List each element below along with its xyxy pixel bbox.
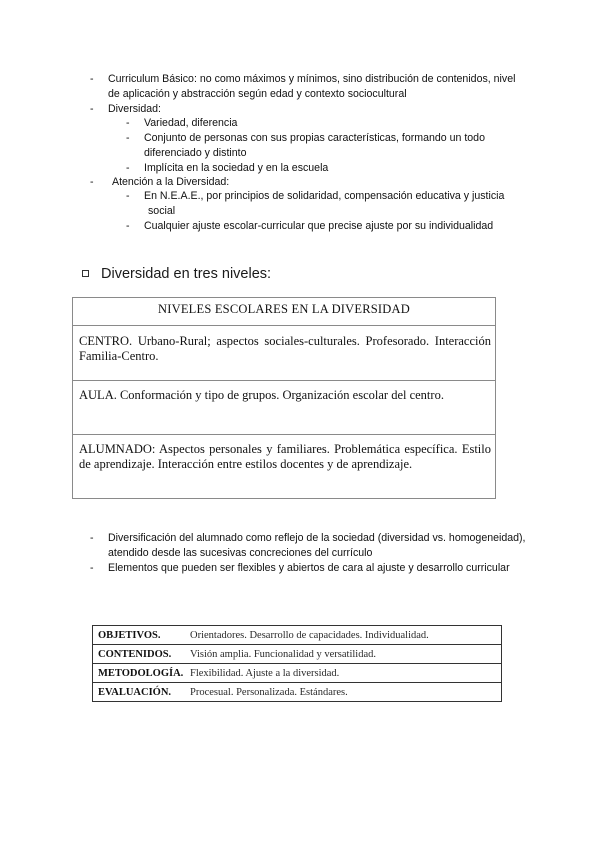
table-divider bbox=[73, 434, 495, 435]
row-value: Visión amplia. Funcionalidad y versatilidad. bbox=[190, 648, 377, 660]
row-label: CONTENIDOS. bbox=[98, 648, 172, 660]
list-item-text: Diversidad: bbox=[108, 103, 161, 115]
row-value: Flexibilidad. Ajuste a la diversidad. bbox=[190, 667, 340, 679]
list-item: - Elementos que pueden ser flexibles y abiertos de cara al ajuste y desarrollo curricular bbox=[90, 561, 530, 576]
table-cell bbox=[93, 645, 502, 664]
row-value: Procesual. Personalizada. Estándares. bbox=[190, 686, 348, 698]
table-divider bbox=[73, 380, 495, 381]
row-label: OBJETIVOS. bbox=[98, 629, 161, 641]
table-cell bbox=[93, 683, 502, 702]
list-item: - Curriculum Básico: no como máximos y mínimos, sino distribución de contenidos, nivel de aplicación y abstracción según edad y contexto sociocultural bbox=[90, 72, 530, 102]
checkbox-bullet-icon bbox=[82, 270, 89, 277]
table-row bbox=[93, 645, 502, 664]
table-row bbox=[93, 683, 502, 702]
list-item-text: Elementos que pueden ser flexibles y abiertos de cara al ajuste y desarrollo curricular bbox=[108, 562, 510, 574]
list-item: - Cualquier ajuste escolar-curricular que precise ajuste por su individualidad bbox=[126, 219, 530, 234]
list-item: - En N.E.A.E., por principios de solidaridad, compensación educativa y justicia social bbox=[126, 189, 530, 219]
table-row bbox=[93, 626, 502, 645]
list-item-text: En N.E.A.E., por principios de solidaridad, compensación educativa y justicia social bbox=[144, 190, 505, 217]
levels-table bbox=[72, 297, 496, 499]
list-item: - Atención a la Diversidad: bbox=[90, 175, 530, 190]
table-cell bbox=[93, 626, 502, 645]
list-item: - Implícita en la sociedad y en la escuela bbox=[126, 161, 530, 176]
section-heading: Diversidad en tres niveles: bbox=[82, 266, 271, 282]
list-item: - Conjunto de personas con sus propias características, formando un todo diferenciado y distinto bbox=[126, 131, 530, 161]
levels-table-row-centro: CENTRO. Urbano-Rural; aspectos sociales-culturales. Profesorado. Interacción Familia-Centro. bbox=[79, 334, 491, 363]
curricular-elements-table bbox=[92, 625, 502, 702]
list-item-text: Implícita en la sociedad y en la escuela bbox=[144, 162, 329, 174]
list-item: - Variedad, diferencia bbox=[126, 116, 530, 131]
levels-table-title: NIVELES ESCOLARES EN LA DIVERSIDAD bbox=[158, 302, 410, 316]
row-label: EVALUACIÓN. bbox=[98, 686, 172, 698]
table-row bbox=[93, 664, 502, 683]
list-item: - Diversificación del alumnado como reflejo de la sociedad (diversidad vs. homogeneidad), atendido desde las sucesivas concreciones del currículo bbox=[90, 531, 530, 561]
row-value: Orientadores. Desarrollo de capacidades. Individualidad. bbox=[190, 629, 429, 641]
levels-table-row-aula: AULA. Conformación y tipo de grupos. Organización escolar del centro. bbox=[79, 388, 444, 402]
list-item-text: Atención a la Diversidad: bbox=[112, 176, 230, 188]
list-item-text: Diversificación del alumnado como reflejo de la sociedad (diversidad vs. homogeneidad), atendido desde las sucesivas concreciones del currículo bbox=[108, 532, 526, 559]
row-label: METODOLOGÍA. bbox=[98, 667, 184, 679]
table-divider bbox=[73, 325, 495, 326]
list-item-text: Conjunto de personas con sus propias características, formando un todo diferenciado y distinto bbox=[144, 132, 485, 159]
levels-table-row-alumnado: ALUMNADO: Aspectos personales y familiares. Problemática específica. Estilo de aprendizaje. Interacción entre estilos docentes y de aprendizaje. bbox=[79, 442, 491, 471]
table-cell bbox=[93, 664, 502, 683]
list-item-text: Cualquier ajuste escolar-curricular que precise ajuste por su individualidad bbox=[144, 220, 494, 232]
list-item-text: Curriculum Básico: no como máximos y mínimos, sino distribución de contenidos, nivel de aplicación y abstracción según edad y contexto sociocultural bbox=[108, 73, 516, 100]
list-item-text: Variedad, diferencia bbox=[144, 117, 238, 129]
list-item: - Diversidad: bbox=[90, 102, 530, 117]
